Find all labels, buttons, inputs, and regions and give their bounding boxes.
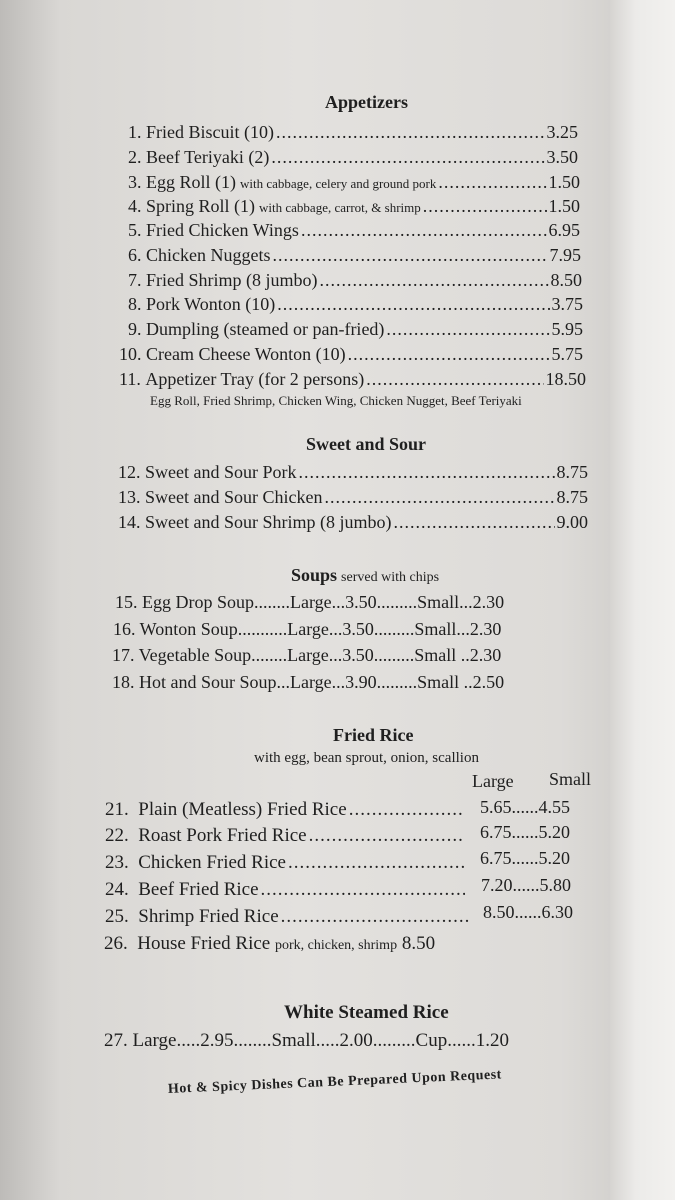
menu-item	[128, 270, 582, 291]
item-name: Beef Teriyaki (2)	[146, 147, 270, 167]
soup-item: 17. Vegetable Soup........Large...3.50.........Small ..2.30	[112, 645, 502, 665]
fried-rice-heading: Fried Rice	[333, 725, 414, 745]
item-price: 18.50	[545, 369, 586, 389]
item-number: 12.	[118, 462, 141, 482]
appetizers-heading: Appetizers	[325, 92, 408, 112]
item-price: 9.00	[556, 512, 588, 532]
menu-item	[128, 172, 580, 193]
fried-rice-prices: 7.20......5.80	[481, 875, 571, 895]
item-name: Sweet and Sour Shrimp (8 jumbo)	[145, 512, 392, 532]
soups-heading: Soups	[291, 565, 338, 585]
item-name: Plain (Meatless) Fried Rice	[138, 799, 347, 820]
soup-item: 18. Hot and Sour Soup...Large...3.90.........Small ..2.50	[112, 672, 505, 692]
item-number: 26.	[104, 933, 128, 954]
small-price: 6.30	[541, 902, 573, 922]
item-name: Spring Roll (1)	[146, 196, 256, 216]
item-name: Fried Chicken Wings	[146, 220, 299, 240]
item-number: 10.	[119, 344, 142, 364]
menu-item	[128, 196, 580, 217]
spicy-request-note: Hot & Spicy Dishes Can Be Prepared Upon Request	[167, 1067, 503, 1097]
item-number: 5.	[128, 220, 142, 240]
item-name: Fried Shrimp (8 jumbo)	[146, 270, 318, 290]
item-number: 23.	[105, 852, 129, 873]
soup-item: 16. Wonton Soup...........Large...3.50.........Small...2.30	[113, 619, 502, 639]
item-price: 5.95	[551, 319, 583, 339]
menu-item	[128, 122, 578, 143]
item-name: Sweet and Sour Chicken	[145, 487, 323, 507]
item-name: Dumpling (steamed or pan-fried)	[146, 319, 385, 339]
item-price: 1.50	[548, 196, 580, 216]
small-price: 5.20	[538, 822, 570, 842]
menu-item	[105, 879, 467, 901]
item-number: 11.	[119, 369, 141, 389]
item-number: 2.	[128, 147, 142, 167]
large-price: 6.75	[480, 822, 512, 842]
item-number: 24.	[105, 879, 129, 900]
item-price: 3.50	[546, 147, 578, 167]
item-name: Cream Cheese Wonton (10)	[146, 344, 346, 364]
item-number: 21.	[105, 799, 129, 820]
small-price: 4.55	[538, 797, 570, 817]
menu-item	[118, 487, 588, 508]
item-name: Roast Pork Fried Rice	[138, 825, 307, 846]
menu-item	[105, 799, 467, 821]
white-rice-heading: White Steamed Rice	[284, 1002, 449, 1023]
menu-item	[105, 852, 467, 874]
item-price: 8.75	[556, 462, 588, 482]
soup-item: 15. Egg Drop Soup........Large...3.50.........Small...2.30	[115, 592, 505, 612]
item-description: pork, chicken, shrimp	[274, 938, 398, 953]
house-fried-rice	[104, 933, 435, 955]
large-price: 5.65	[480, 797, 512, 817]
item-number: 25.	[105, 906, 129, 927]
menu-item	[119, 344, 583, 365]
item-number: 6.	[128, 245, 142, 265]
item-number: 13.	[118, 487, 141, 507]
small-column-header: Small	[549, 769, 592, 789]
item-name: Chicken Fried Rice	[138, 852, 286, 873]
item-number: 7.	[128, 270, 142, 290]
item-name: Sweet and Sour Pork	[145, 462, 297, 482]
item-description: with cabbage, carrot, & shrimp	[259, 200, 421, 215]
fried-rice-prices: 5.65......4.55	[480, 797, 570, 817]
item-name: Shrimp Fried Rice	[138, 906, 279, 927]
fried-rice-prices: 6.75......5.20	[480, 848, 570, 868]
white-rice-line: 27. Large.....2.95........Small.....2.00.........Cup......1.20	[104, 1030, 509, 1051]
menu-item	[118, 512, 588, 533]
menu-item	[128, 294, 583, 315]
item-name: Egg Roll (1)	[146, 172, 236, 192]
item-number: 9.	[128, 319, 142, 339]
sweet-sour-heading: Sweet and Sour	[306, 434, 427, 454]
item-number: 8.	[128, 294, 142, 314]
item-number: 4.	[128, 196, 142, 216]
item-number: 22.	[105, 825, 129, 846]
item-name: Chicken Nuggets	[146, 245, 271, 265]
large-price: 6.75	[480, 848, 512, 868]
soups-subtitle: served with chips	[341, 570, 440, 585]
fried-rice-subtitle: with egg, bean sprout, onion, scallion	[254, 750, 479, 766]
item-price: 7.95	[549, 245, 581, 265]
menu-item	[128, 147, 578, 168]
menu-item	[128, 220, 580, 241]
fried-rice-prices: 8.50......6.30	[483, 902, 573, 922]
menu-item	[128, 319, 583, 340]
item-price: 5.75	[551, 344, 583, 364]
small-price: 5.20	[538, 848, 570, 868]
soups-header	[291, 565, 439, 586]
item-name: House Fried Rice	[137, 933, 271, 954]
fried-rice-prices: 6.75......5.20	[480, 822, 570, 842]
item-number: 14.	[118, 512, 141, 532]
item-price: 8.75	[556, 487, 588, 507]
large-price: 7.20	[481, 875, 513, 895]
menu-item	[105, 825, 467, 847]
item-name: Beef Fried Rice	[138, 879, 259, 900]
item-price: 6.95	[548, 220, 580, 240]
large-price: 8.50	[483, 902, 515, 922]
small-price: 5.80	[539, 875, 571, 895]
item-number: 3.	[128, 172, 142, 192]
item-price: 1.50	[548, 172, 580, 192]
item-price: 8.50	[401, 933, 436, 954]
menu-item	[118, 462, 588, 483]
item-number: 1.	[128, 122, 142, 142]
item-name: Pork Wonton (10)	[146, 294, 276, 314]
item-price: 3.75	[551, 294, 583, 314]
menu-item	[119, 369, 586, 390]
item-description: with cabbage, celery and ground pork	[240, 176, 437, 191]
menu-item	[105, 906, 471, 928]
large-column-header: Large	[472, 771, 514, 791]
item-price: 3.25	[546, 122, 578, 142]
menu-item	[128, 245, 581, 266]
item-name: Fried Biscuit (10)	[146, 122, 274, 142]
tray-contents: Egg Roll, Fried Shrimp, Chicken Wing, Chicken Nugget, Beef Teriyaki	[150, 393, 522, 408]
item-price: 8.50	[550, 270, 582, 290]
item-name: Appetizer Tray (for 2 persons)	[145, 369, 365, 389]
